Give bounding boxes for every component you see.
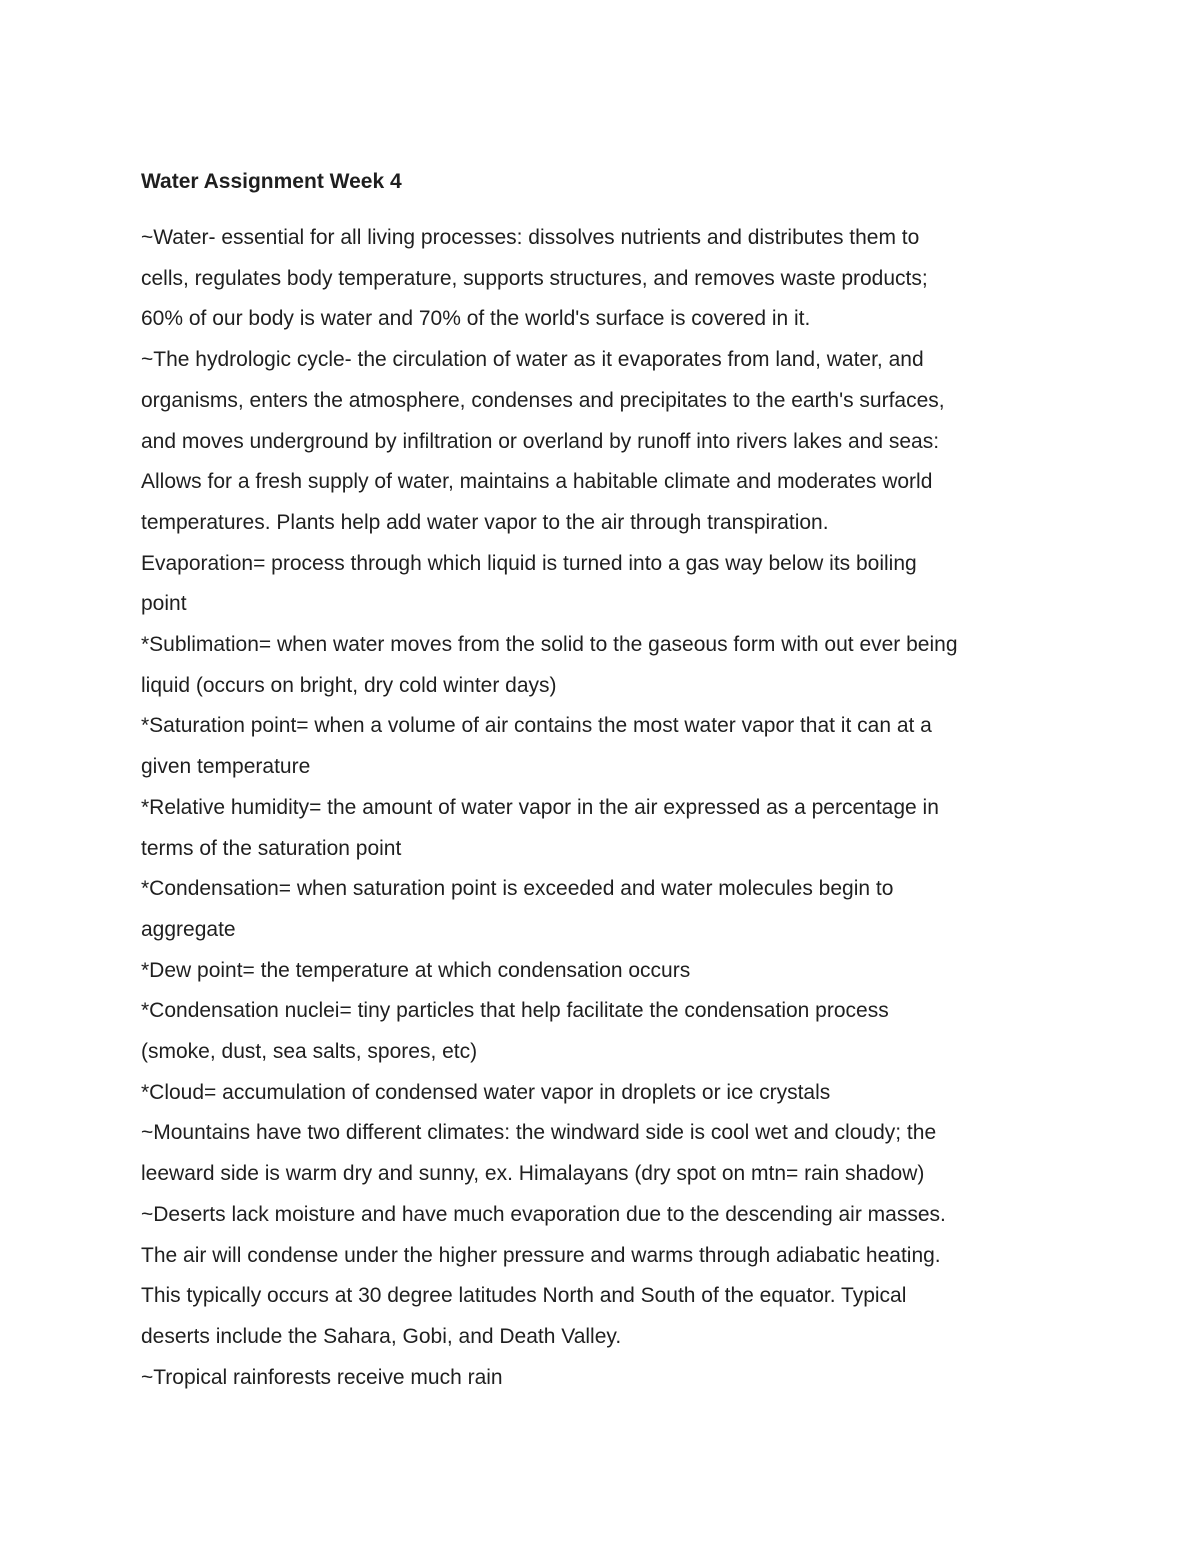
text-line: *Sublimation= when water moves from the solid to the gaseous form with out ever being bbox=[141, 633, 958, 657]
text-line: Evaporation= process through which liquid is turned into a gas way below its boiling bbox=[141, 551, 917, 575]
text-line: *Relative humidity= the amount of water vapor in the air expressed as a percentage in bbox=[141, 795, 939, 819]
document-text bbox=[141, 218, 1066, 1398]
text-line: point bbox=[141, 592, 187, 616]
text-line: deserts include the Sahara, Gobi, and Death Valley. bbox=[141, 1324, 622, 1348]
text-line: ~Tropical rainforests receive much rain bbox=[141, 1365, 503, 1389]
text-line: given temperature bbox=[141, 755, 311, 779]
text-line: cells, regulates body temperature, supports structures, and removes waste products; bbox=[141, 266, 928, 290]
text-line: terms of the saturation point bbox=[141, 836, 402, 860]
text-line: *Condensation nuclei= tiny particles that help facilitate the condensation process bbox=[141, 999, 889, 1023]
text-line: *Condensation= when saturation point is exceeded and water molecules begin to bbox=[141, 877, 894, 901]
text-line: 60% of our body is water and 70% of the world's surface is covered in it. bbox=[141, 307, 811, 331]
text-line: leeward side is warm dry and sunny, ex. Himalayans (dry spot on mtn= rain shadow) bbox=[141, 1162, 925, 1186]
text-line: temperatures. Plants help add water vapor to the air through transpiration. bbox=[141, 510, 829, 534]
text-line: The air will condense under the higher pressure and warms through adiabatic heating. bbox=[141, 1243, 941, 1267]
text-line: liquid (occurs on bright, dry cold winter days) bbox=[141, 673, 557, 697]
text-line: organisms, enters the atmosphere, condenses and precipitates to the earth's surfaces, bbox=[141, 388, 945, 412]
text-line: This typically occurs at 30 degree latitudes North and South of the equator. Typical bbox=[141, 1284, 907, 1308]
text-line: ~Deserts lack moisture and have much evaporation due to the descending air masses. bbox=[141, 1202, 946, 1226]
text-line: *Saturation point= when a volume of air contains the most water vapor that it can at a bbox=[141, 714, 932, 738]
text-line: Allows for a fresh supply of water, maintains a habitable climate and moderates world bbox=[141, 470, 933, 494]
text-line: ~Mountains have two different climates: the windward side is cool wet and cloudy; the bbox=[141, 1121, 937, 1145]
text-line: ~The hydrologic cycle- the circulation of water as it evaporates from land, water, and bbox=[141, 348, 924, 372]
text-line: *Dew point= the temperature at which condensation occurs bbox=[141, 958, 691, 982]
text-line: *Cloud= accumulation of condensed water vapor in droplets or ice crystals bbox=[141, 1080, 831, 1104]
text-line: ~Water- essential for all living processes: dissolves nutrients and distributes them to bbox=[141, 226, 920, 249]
text-line: aggregate bbox=[141, 917, 236, 941]
text-line: (smoke, dust, sea salts, spores, etc) bbox=[141, 1040, 478, 1064]
text-line: and moves underground by infiltration or overland by runoff into rivers lakes and seas: bbox=[141, 429, 940, 453]
document-title: Water Assignment Week 4 bbox=[141, 170, 402, 193]
document-body bbox=[141, 166, 1066, 1398]
